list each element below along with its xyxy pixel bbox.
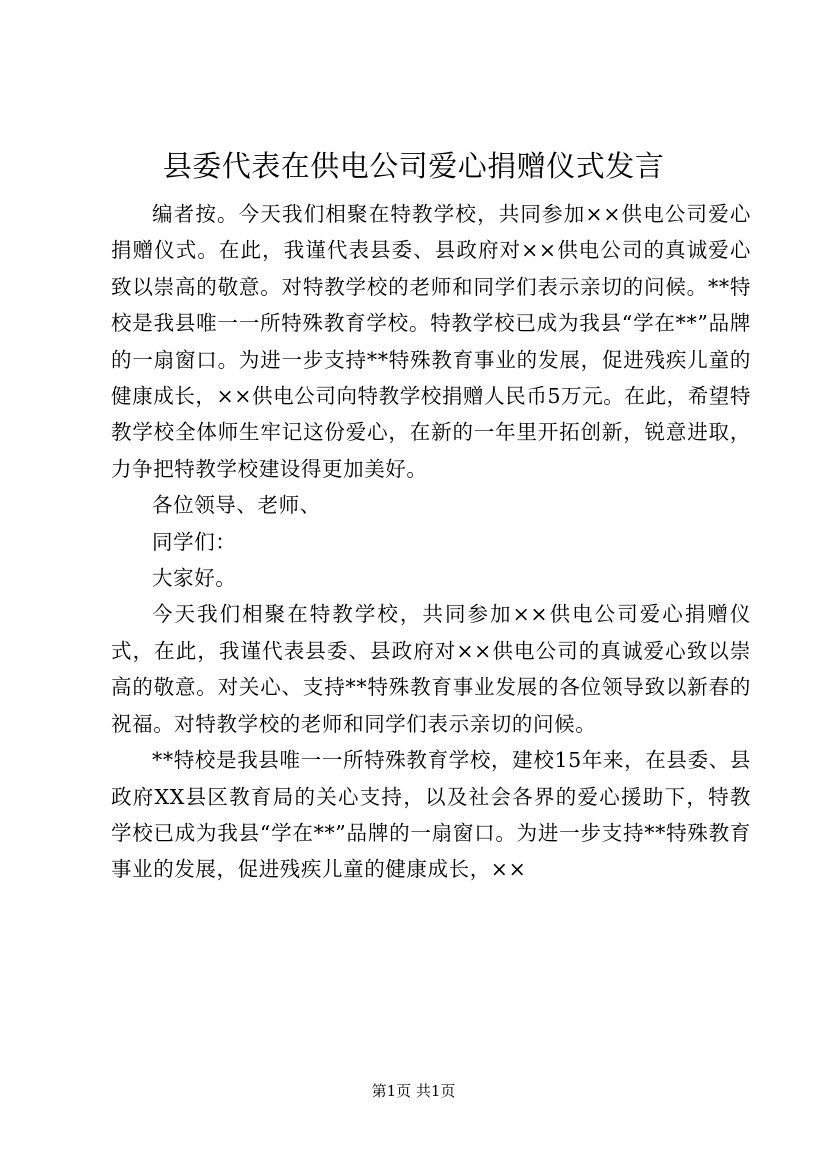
paragraph-salutation-students: 同学们： xyxy=(152,529,237,554)
paragraph-salutation-leaders: 各位领导、老师、 xyxy=(152,493,321,518)
document-body xyxy=(111,196,751,888)
paragraph-greeting: 大家好。 xyxy=(152,566,237,591)
paragraph-opening: 今天我们相聚在特教学校，共同参加××供电公司爱心捐赠仪式，在此，我谨代表县委、县政府对××供电公司的真诚爱心致以崇高的敬意。对关心、支持**特殊教育事业发展的各位领导致以新春的祝福。对特教学校的老师和同学们表示亲切的问候。 xyxy=(111,602,751,736)
page-number-footer: 第1页 共1页 xyxy=(371,1082,456,1100)
paragraph-school-intro: **特校是我县唯一一所特殊教育学校，建校15年来，在县委、县政府XX县区教育局的关心支持，以及社会各界的爱心援助下，特教学校已成为我县“学在**”品牌的一扇窗口。为进一步支持**特殊教育事业的发展，促进残疾儿童的健康成长，×× xyxy=(111,748,751,882)
document-title: 县委代表在供电公司爱心捐赠仪式发言 xyxy=(162,149,665,183)
paragraph-editor-note: 编者按。今天我们相聚在特教学校，共同参加××供电公司爱心捐赠仪式。在此，我谨代表县委、县政府对××供电公司的真诚爱心致以崇高的敬意。对特教学校的老师和同学们表示亲切的问候。**特校是我县唯一一所特殊教育学校。特教学校已成为我县“学在**”品牌的一扇窗口。为进一步支持**特殊教育事业的发展，促进残疾儿童的健康成长，××供电公司向特教学校捐赠人民币5万元。在此，希望特教学校全体师生牢记这份爱心，在新的一年里开拓创新，锐意进取，力争把特教学校建设得更加美好。 xyxy=(111,202,751,481)
